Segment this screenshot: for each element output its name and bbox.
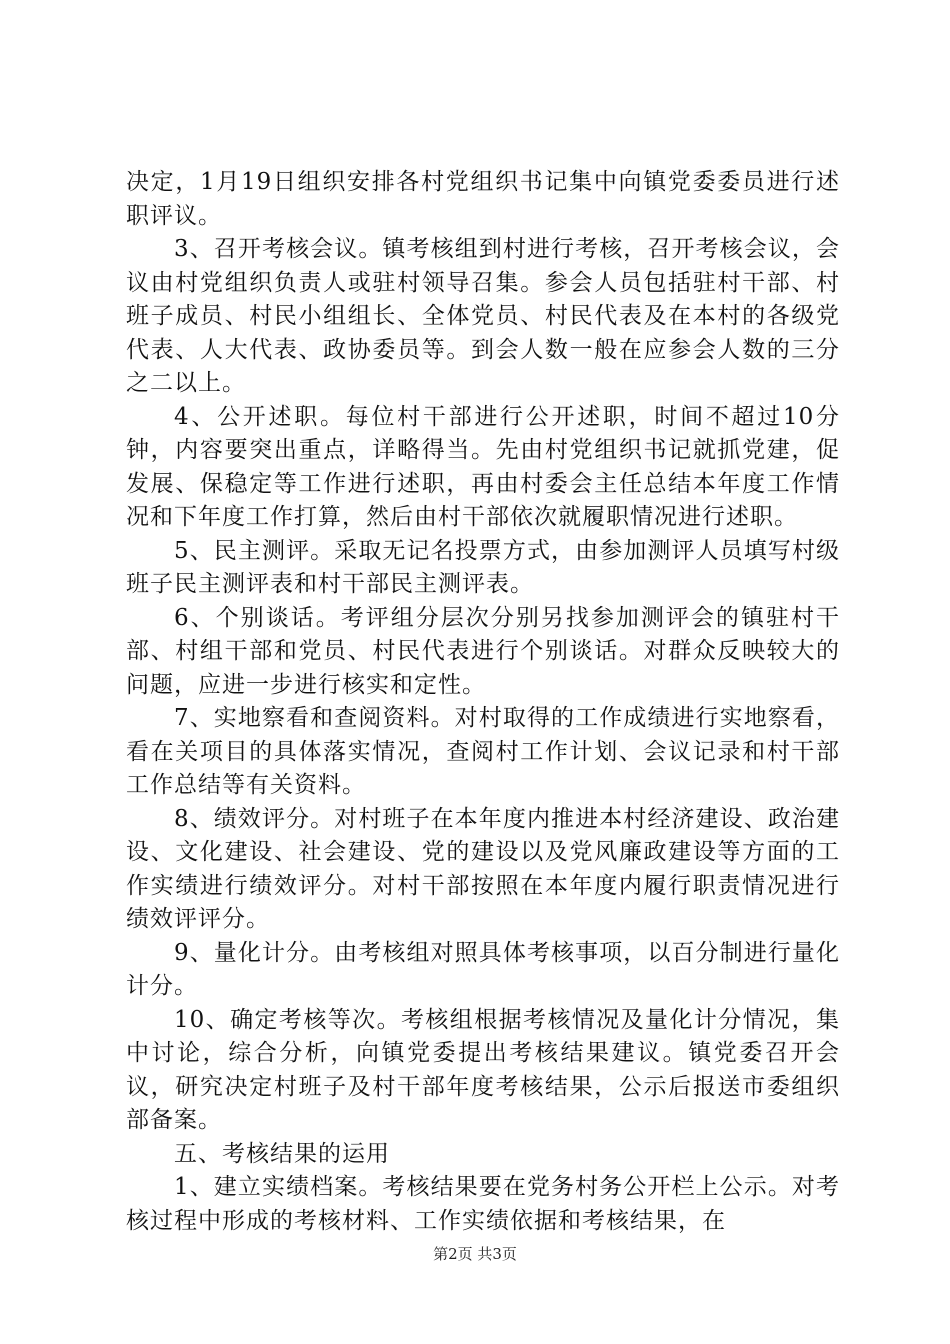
paragraph-step-3: 3、召开考核会议。镇考核组到村进行考核，召开考核会议，会议由村党组织负责人或驻村领导召集。参会人员包括驻村干部、村班子成员、村民小组组长、全体党员、村民代表及在本村的各级党代表、人大代表、政协委员等。到会人数一般在应参会人数的三分之二以上。	[126, 236, 840, 396]
paragraph-step-6: 6、个别谈话。考评组分层次分别另找参加测评会的镇驻村干部、村组干部和党员、村民代表进行个别谈话。对群众反映较大的问题，应进一步进行核实和定性。	[126, 604, 840, 698]
paragraph-step-7: 7、实地察看和查阅资料。对村取得的工作成绩进行实地察看，看在关项目的具体落实情况，查阅村工作计划、会议记录和村干部工作总结等有关资料。	[126, 705, 840, 798]
paragraph-step-10: 10、确定考核等次。考核组根据考核情况及量化计分情况，集中讨论，综合分析，向镇党委提出考核结果建议。镇党委召开会议，研究决定村班子及村干部年度考核结果，公示后报送市委组织部备案。	[126, 1006, 840, 1133]
section-heading-results: 五、考核结果的运用	[174, 1140, 390, 1167]
page-number-label: 第2页 共3页	[433, 1245, 517, 1263]
paragraph-step-9: 9、量化计分。由考核组对照具体考核事项，以百分制进行量化计分。	[126, 939, 840, 999]
paragraph-step-5: 5、民主测评。采取无记名投票方式，由参加测评人员填写村级班子民主测评表和村干部民主测评表。	[126, 537, 840, 597]
paragraph-step-8: 8、绩效评分。对村班子在本年度内推进本村经济建设、政治建设、文化建设、社会建设、党的建设以及党风廉政建设等方面的工作实绩进行绩效评分。对村干部按照在本年度内履行职责情况进行绩效评评分。	[126, 805, 840, 932]
paragraph-step-4: 4、公开述职。每位村干部进行公开述职，时间不超过10分钟，内容要突出重点，详略得当。先由村党组织书记就抓党建，促发展、保稳定等工作进行述职，再由村委会主任总结本年度工作情况和下年度工作打算，然后由村干部依次就履职情况进行述职。	[126, 403, 840, 530]
paragraph-results-1: 1、建立实绩档案。考核结果要在党务村务公开栏上公示。对考核过程中形成的考核材料、工作实绩依据和考核结果，在	[126, 1174, 840, 1234]
paragraph-continuation: 决定，1月19日组织安排各村党组织书记集中向镇党委委员进行述职评议。	[126, 169, 840, 229]
page-footer	[0, 1244, 950, 1264]
document-body	[126, 166, 840, 1238]
